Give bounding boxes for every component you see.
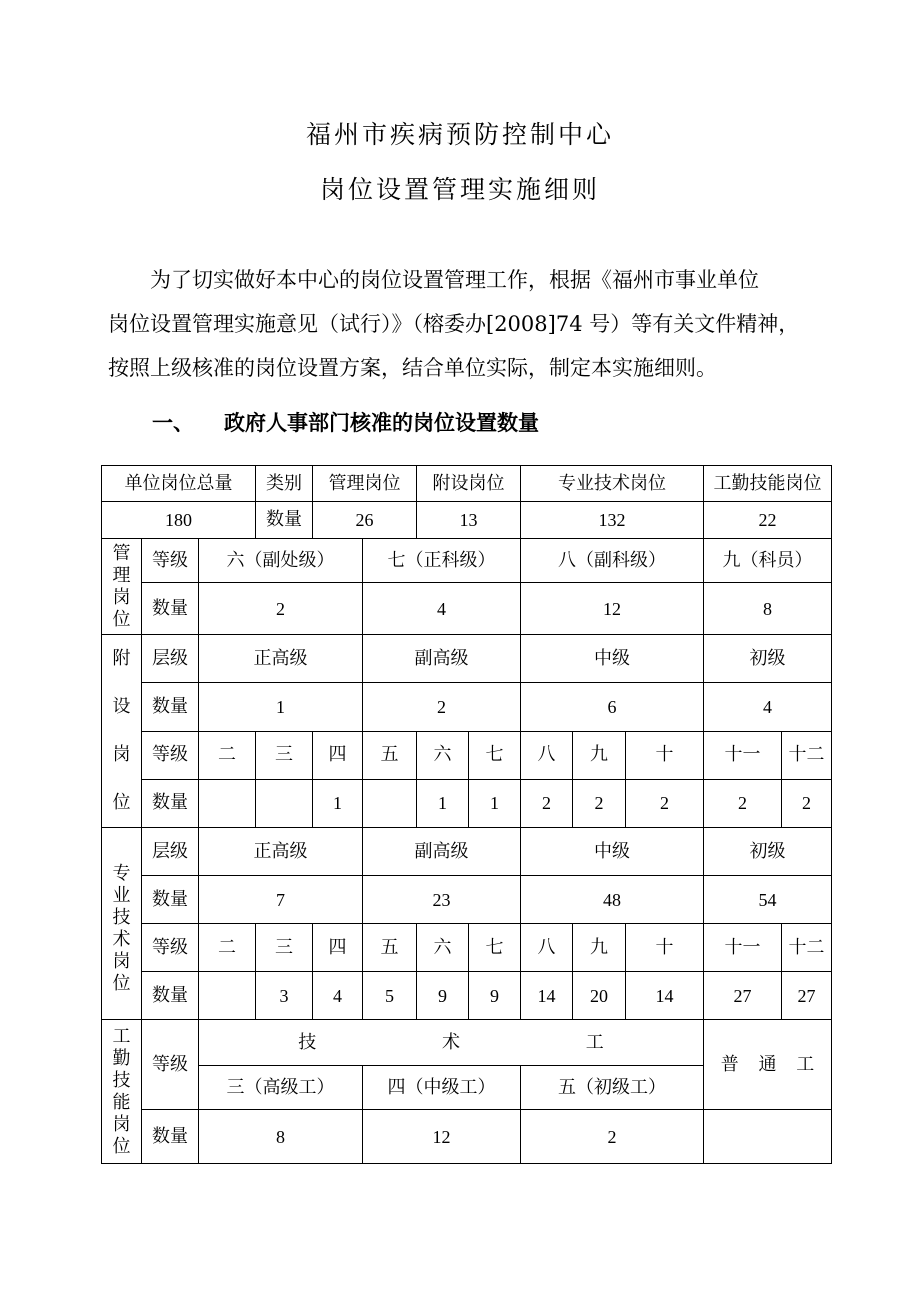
mgmt-qty: 12: [521, 583, 704, 635]
tech-label-char: 岗: [112, 950, 131, 972]
aux-grade-qty: 1: [313, 779, 363, 827]
mgmt-qty-row: [102, 583, 832, 635]
tech-grade: 十一: [704, 924, 782, 972]
tech-grade: 七: [469, 924, 521, 972]
mgmt-grade: 六（副处级）: [199, 539, 363, 583]
work-label-char: 位: [112, 1135, 131, 1157]
tech-grade-qty: 20: [573, 972, 626, 1020]
tech-level: 副高级: [363, 828, 521, 876]
mgmt-grade: 八（副科级）: [521, 539, 704, 583]
tech-level: 中级: [521, 828, 704, 876]
aux-level: 初级: [704, 635, 832, 683]
tech-worker-char: 术: [442, 1031, 461, 1053]
general-worker-char: 工: [796, 1053, 815, 1075]
work-total: 22: [704, 502, 832, 539]
aux-level: 副高级: [363, 635, 521, 683]
aux-grade-qty: 1: [417, 779, 469, 827]
aux-grade-qty: 2: [782, 779, 832, 827]
work-qty: 8: [199, 1110, 363, 1164]
aux-grade-qty: 2: [626, 779, 704, 827]
tech-grade-qty: 5: [363, 972, 417, 1020]
mgmt-qty: 2: [199, 583, 363, 635]
aux-level: 正高级: [199, 635, 363, 683]
aux-grade-qty: 2: [704, 779, 782, 827]
aux-level-label: 层级: [142, 635, 199, 683]
document-title: 福州市疾病预防控制中心: [305, 120, 614, 149]
totals-qty-label: 数量: [256, 502, 313, 539]
tech-grade-qty: 14: [521, 972, 573, 1020]
work-grade: 三（高级工）: [199, 1066, 363, 1110]
section-title: 政府人事部门核准的岗位设置数量: [224, 410, 539, 435]
aux-section-label: [102, 635, 142, 828]
section-number: 一、: [152, 410, 194, 435]
tech-grade-qty: 27: [704, 972, 782, 1020]
aux-grade: 二: [199, 731, 256, 779]
aux-grade-qty: [256, 779, 313, 827]
tech-grade: 八: [521, 924, 573, 972]
work-label-char: 能: [112, 1091, 131, 1113]
aux-level-qty: 4: [704, 683, 832, 731]
tech-grade-row: [102, 924, 832, 972]
work-qty-row: [102, 1110, 832, 1164]
tech-worker-char: 技: [298, 1031, 317, 1053]
mgmt-label-char: 管: [112, 542, 131, 564]
mgmt-qty: 8: [704, 583, 832, 635]
header-work: 工勤技能岗位: [704, 466, 832, 502]
tech-label-char: 位: [112, 972, 131, 994]
aux-grade: 五: [363, 731, 417, 779]
tech-level-qty-row: [102, 876, 832, 924]
mgmt-total: 26: [313, 502, 417, 539]
aux-label-char: 设: [112, 696, 131, 717]
aux-grade: 三: [256, 731, 313, 779]
header-aux: 附设岗位: [417, 466, 521, 502]
aux-grade-row: [102, 731, 832, 779]
work-tech-worker-row: [102, 1020, 832, 1066]
tech-label-char: 专: [112, 862, 131, 884]
header-mgmt: 管理岗位: [313, 466, 417, 502]
aux-level-qty: 2: [363, 683, 521, 731]
tech-level-label: 层级: [142, 828, 199, 876]
tech-grade-qty: 27: [782, 972, 832, 1020]
aux-grade-qty: 2: [573, 779, 626, 827]
work-label-char: 岗: [112, 1113, 131, 1135]
work-label-char: 勤: [112, 1047, 131, 1069]
tech-level: 正高级: [199, 828, 363, 876]
work-qty: 2: [521, 1110, 704, 1164]
aux-total: 13: [417, 502, 521, 539]
tech-grade-label: 等级: [142, 924, 199, 972]
tech-grade-qty: 14: [626, 972, 704, 1020]
work-qty: 12: [363, 1110, 521, 1164]
mgmt-label-char: 理: [112, 564, 131, 586]
tech-total: 132: [521, 502, 704, 539]
general-worker-char: 通: [758, 1053, 777, 1075]
tech-grade-qty: 3: [256, 972, 313, 1020]
work-label-char: 技: [112, 1069, 131, 1091]
tech-section-label: [102, 828, 142, 1020]
aux-grade-qty: [363, 779, 417, 827]
tech-level-qty: 7: [199, 876, 363, 924]
work-grade: 五（初级工）: [521, 1066, 704, 1110]
tech-level-qty: 54: [704, 876, 832, 924]
tech-grade-qty: 9: [469, 972, 521, 1020]
tech-grade: 九: [573, 924, 626, 972]
section-heading: [152, 407, 539, 437]
header-total-label: 单位岗位总量: [102, 466, 256, 502]
aux-grade-label: 等级: [142, 731, 199, 779]
aux-grade: 九: [573, 731, 626, 779]
aux-grade: 十二: [782, 731, 832, 779]
tech-grade-qty: [199, 972, 256, 1020]
total-count: 180: [102, 502, 256, 539]
aux-grade: 四: [313, 731, 363, 779]
tech-worker-char: 工: [585, 1031, 604, 1053]
aux-label-char: 岗: [112, 744, 131, 765]
tech-grade-qty: 9: [417, 972, 469, 1020]
tech-worker-header: [199, 1020, 704, 1066]
general-worker-char: 普: [720, 1053, 739, 1075]
tech-level-row: [102, 828, 832, 876]
tech-grade: 四: [313, 924, 363, 972]
position-quota-table: [101, 465, 832, 1164]
work-grade-label: 等级: [142, 1020, 199, 1110]
tech-grade: 十: [626, 924, 704, 972]
aux-qty-label: 数量: [142, 683, 199, 731]
general-worker-qty: [704, 1110, 832, 1164]
tech-grade: 二: [199, 924, 256, 972]
work-label-char: 工: [112, 1025, 131, 1047]
tech-grade: 六: [417, 924, 469, 972]
aux-level: 中级: [521, 635, 704, 683]
tech-level-qty: 48: [521, 876, 704, 924]
table-header-row: [102, 466, 832, 502]
mgmt-qty-label: 数量: [142, 583, 199, 635]
aux-level-qty-row: [102, 683, 832, 731]
tech-label-char: 术: [112, 928, 131, 950]
mgmt-label-char: 位: [112, 608, 131, 630]
mgmt-grade-label: 等级: [142, 539, 199, 583]
work-qty-label: 数量: [142, 1110, 199, 1164]
aux-grade-qty: 2: [521, 779, 573, 827]
intro-line-3: 按照上级核准的岗位设置方案，结合单位实际，制定本实施细则。: [108, 356, 717, 380]
intro-line-2: 岗位设置管理实施意见（试行）》（榕委办[2008]74 号）等有关文件精神，: [108, 312, 800, 336]
intro-line-1: 为了切实做好本中心的岗位设置管理工作，根据《福州市事业单位: [150, 268, 759, 292]
table-totals-row: [102, 502, 832, 539]
mgmt-grade: 七（正科级）: [363, 539, 521, 583]
aux-level-row: [102, 635, 832, 683]
tech-grade-qty-label: 数量: [142, 972, 199, 1020]
header-category: 类别: [256, 466, 313, 502]
mgmt-grade-row: [102, 539, 832, 583]
tech-grade-qty: 4: [313, 972, 363, 1020]
aux-grade: 十一: [704, 731, 782, 779]
aux-level-qty: 6: [521, 683, 704, 731]
mgmt-grade: 九（科员）: [704, 539, 832, 583]
header-tech: 专业技术岗位: [521, 466, 704, 502]
tech-grade-qty-row: [102, 972, 832, 1020]
aux-label-char: 附: [112, 648, 131, 669]
tech-qty-label: 数量: [142, 876, 199, 924]
aux-grade: 七: [469, 731, 521, 779]
aux-grade-qty: [199, 779, 256, 827]
aux-label-char: 位: [112, 792, 131, 813]
tech-grade: 十二: [782, 924, 832, 972]
work-grade: 四（中级工）: [363, 1066, 521, 1110]
tech-grade: 三: [256, 924, 313, 972]
mgmt-label-char: 岗: [112, 586, 131, 608]
intro-paragraph: [108, 258, 828, 390]
tech-label-char: 业: [112, 884, 131, 906]
tech-level-qty: 23: [363, 876, 521, 924]
tech-grade: 五: [363, 924, 417, 972]
aux-level-qty: 1: [199, 683, 363, 731]
work-section-label: [102, 1020, 142, 1164]
mgmt-qty: 4: [363, 583, 521, 635]
mgmt-section-label: [102, 539, 142, 635]
aux-grade-qty-label: 数量: [142, 779, 199, 827]
aux-grade-qty-row: [102, 779, 832, 827]
tech-label-char: 技: [112, 906, 131, 928]
aux-grade: 八: [521, 731, 573, 779]
document-subtitle: 岗位设置管理实施细则: [319, 175, 600, 204]
tech-level: 初级: [704, 828, 832, 876]
general-worker-header: [704, 1020, 832, 1110]
aux-grade: 六: [417, 731, 469, 779]
aux-grade-qty: 1: [469, 779, 521, 827]
aux-grade: 十: [626, 731, 704, 779]
